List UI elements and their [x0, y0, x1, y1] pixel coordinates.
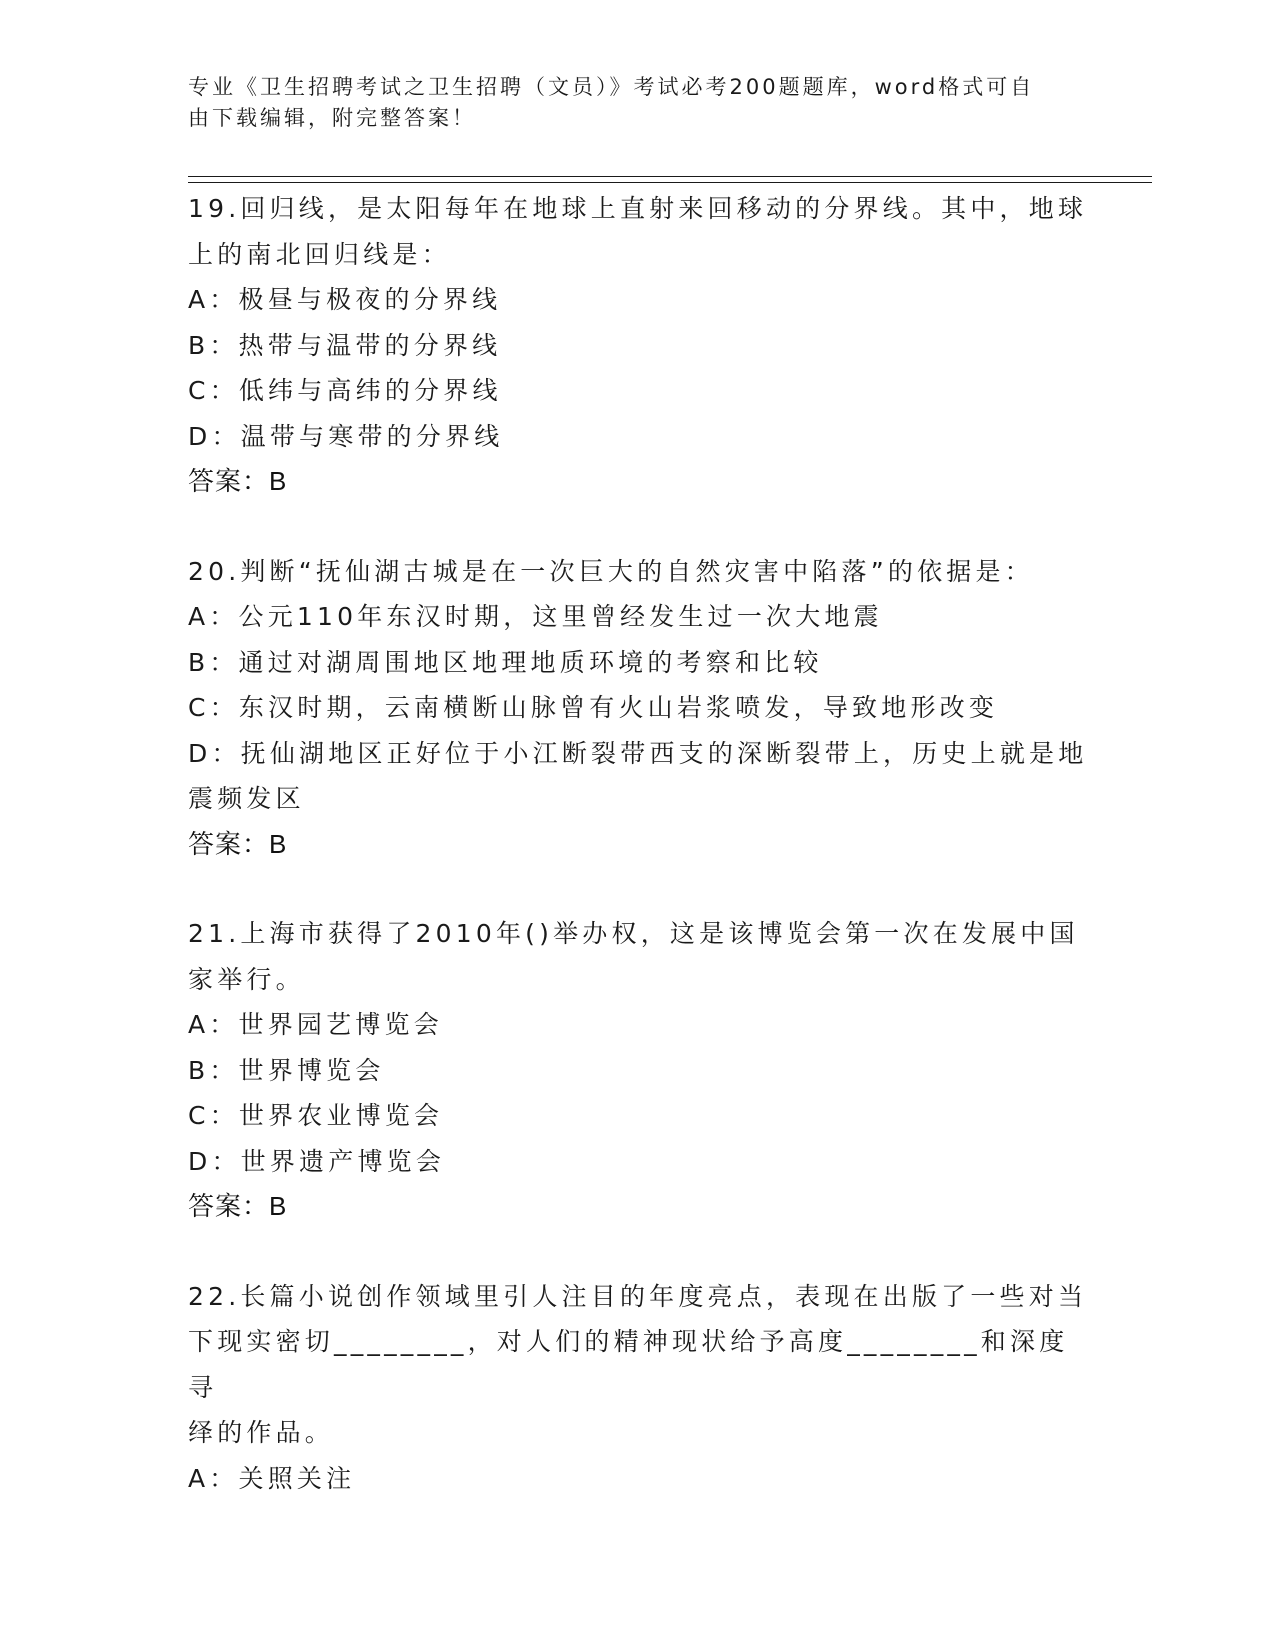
question-text: 家举行。 [188, 964, 305, 994]
answer-text: 答案：B [188, 466, 288, 496]
question-text: 19.回归线，是太阳每年在地球上直射来回移动的分界线。其中，地球 [188, 194, 1088, 223]
option-a: A：极昼与极夜的分界线 [188, 285, 502, 314]
question-text: 下现实密切________，对人们的精神现状给予高度________和深度寻 [188, 1327, 1069, 1402]
option-a: A：关照关注 [188, 1463, 356, 1493]
option-d: D：抚仙湖地区正好位于小江断裂带西支的深断裂带上，历史上就是地 [188, 738, 1088, 768]
question-21 [188, 911, 1088, 1230]
document-header [188, 72, 1068, 134]
question-text: 22.长篇小说创作领域里引人注目的年度亮点，表现在出版了一些对当 [188, 1281, 1088, 1311]
answer-text: 答案：B [188, 1191, 288, 1221]
header-line-1: 专业《卫生招聘考试之卫生招聘（文员）》考试必考200题题库，word格式可自 [188, 75, 1035, 99]
option-b: B：通过对湖周围地区地理地质环境的考察和比较 [188, 647, 823, 677]
option-c: C：世界农业博览会 [188, 1101, 444, 1130]
option-c: C：东汉时期，云南横断山脉曾有火山岩浆喷发，导致地形改变 [188, 693, 999, 722]
option-d: D：温带与寒带的分界线 [188, 421, 504, 451]
option-d: D：世界遗产博览会 [188, 1146, 446, 1176]
question-text: 21.上海市获得了2010年()举办权，这是该博览会第一次在发展中国 [188, 919, 1079, 948]
question-text: 20.判断“抚仙湖古城是在一次巨大的自然灾害中陷落”的依据是： [188, 556, 1034, 586]
question-20 [188, 549, 1088, 868]
header-line-2: 由下载编辑，附完整答案！ [188, 106, 476, 130]
option-a: A：世界园艺博览会 [188, 1010, 443, 1039]
option-b: B：热带与温带的分界线 [188, 330, 502, 360]
question-22 [188, 1274, 1088, 1502]
option-a: A：公元110年东汉时期，这里曾经发生过一次大地震 [188, 602, 883, 631]
question-text: 上的南北回归线是： [188, 239, 451, 269]
option-c: C：低纬与高纬的分界线 [188, 376, 502, 405]
header-divider-bottom [188, 182, 1152, 183]
answer-text: 答案：B [188, 828, 288, 859]
question-list [188, 186, 1088, 1545]
header-divider-top [188, 176, 1152, 177]
question-19 [188, 186, 1088, 505]
question-text: 绎的作品。 [188, 1418, 335, 1447]
option-d-continued: 震频发区 [188, 784, 305, 813]
option-b: B：世界博览会 [188, 1055, 385, 1085]
